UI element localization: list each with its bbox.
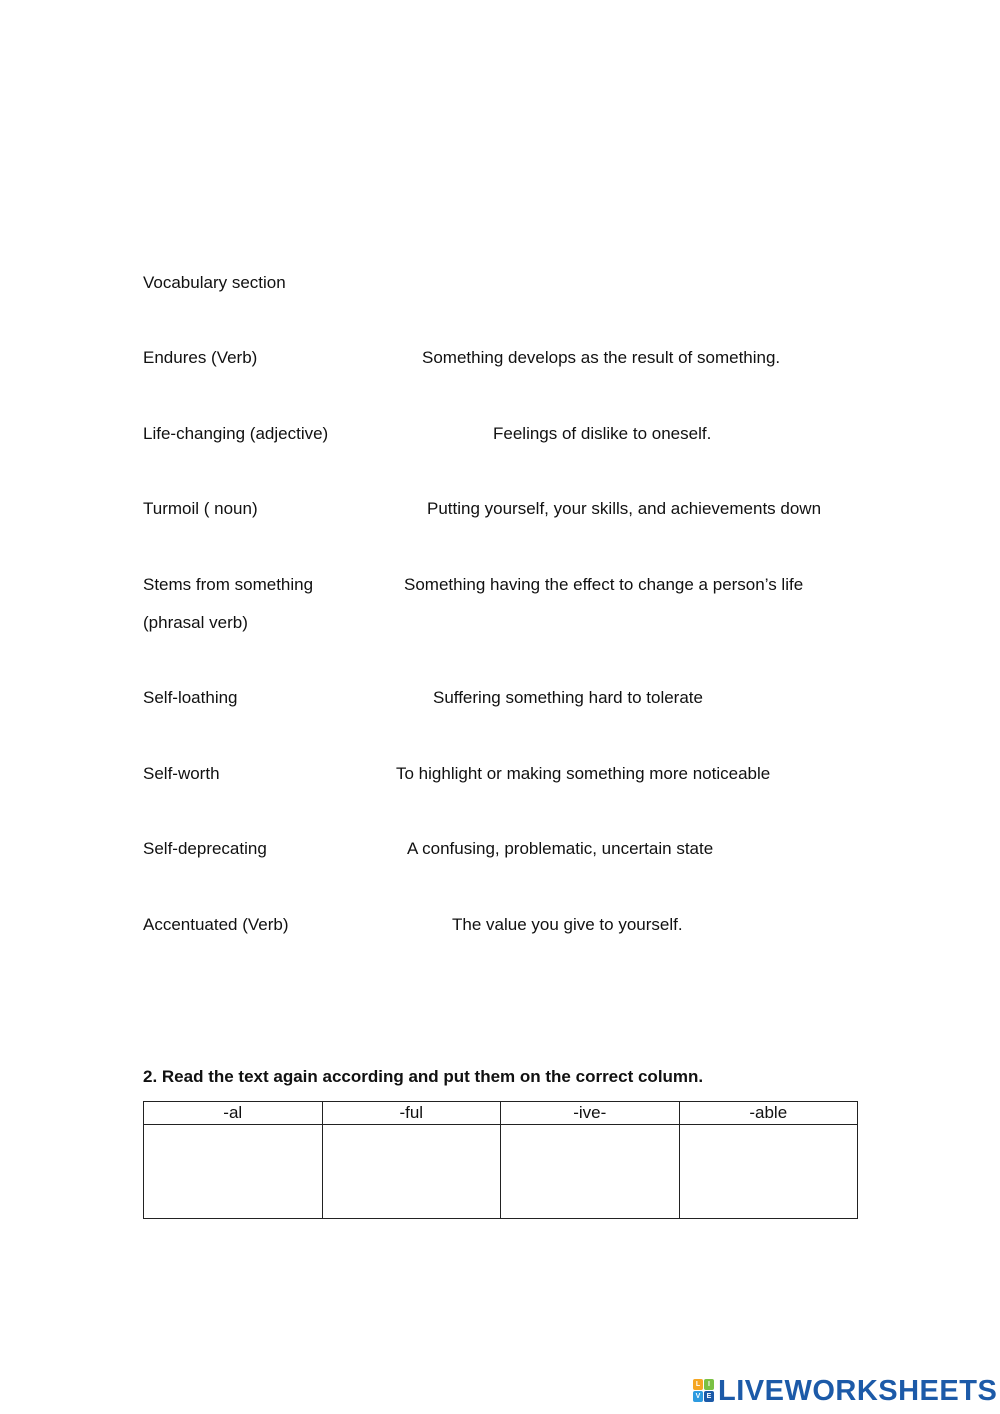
vocab-term-extra: (phrasal verb) [143, 613, 248, 632]
column-header: -ful [322, 1102, 501, 1125]
vocab-term: Endures (Verb) [143, 348, 258, 367]
vocab-definition: Something having the effect to change a person’s life [404, 575, 804, 594]
column-header: -al [144, 1102, 323, 1125]
vocab-definition: Feelings of dislike to oneself. [493, 424, 712, 443]
section-title: Vocabulary section [143, 273, 286, 292]
vocab-definition: To highlight or making something more noticeable [396, 764, 771, 783]
liveworksheets-logo [693, 1376, 997, 1406]
logo-text: LIVEWORKSHEETS [718, 1374, 998, 1407]
answer-cell[interactable] [144, 1125, 323, 1219]
vocab-term: Self-worth [143, 764, 220, 783]
logo-tile: E [704, 1391, 714, 1402]
logo-tile: V [693, 1391, 703, 1402]
vocab-definition: Putting yourself, your skills, and achievements down [427, 499, 822, 518]
vocab-term: Self-loathing [143, 688, 238, 707]
answer-cell[interactable] [679, 1125, 858, 1219]
suffix-sorting-table [143, 1101, 858, 1219]
exercise-instruction: 2. Read the text again according and put them on the correct column. [143, 1067, 704, 1086]
answer-row [144, 1125, 858, 1219]
vocab-term: Turmoil ( noun) [143, 499, 258, 518]
vocab-term: Self-deprecating [143, 839, 267, 858]
vocab-term: Life-changing (adjective) [143, 424, 329, 443]
vocab-definition: Suffering something hard to tolerate [433, 688, 703, 707]
liveworksheets-logo-icon [693, 1379, 715, 1403]
vocab-term: Stems from something [143, 575, 314, 594]
column-header: -ive- [501, 1102, 680, 1125]
column-header: -able [679, 1102, 858, 1125]
logo-tile: L [693, 1379, 703, 1390]
vocab-definition: Something develops as the result of something. [422, 348, 781, 367]
answer-cell[interactable] [322, 1125, 501, 1219]
answer-cell[interactable] [501, 1125, 680, 1219]
logo-tile: I [704, 1379, 714, 1390]
vocab-term: Accentuated (Verb) [143, 915, 289, 934]
table-header-row [144, 1102, 858, 1125]
vocab-definition: A confusing, problematic, uncertain state [407, 839, 714, 858]
vocab-definition: The value you give to yourself. [452, 915, 683, 934]
